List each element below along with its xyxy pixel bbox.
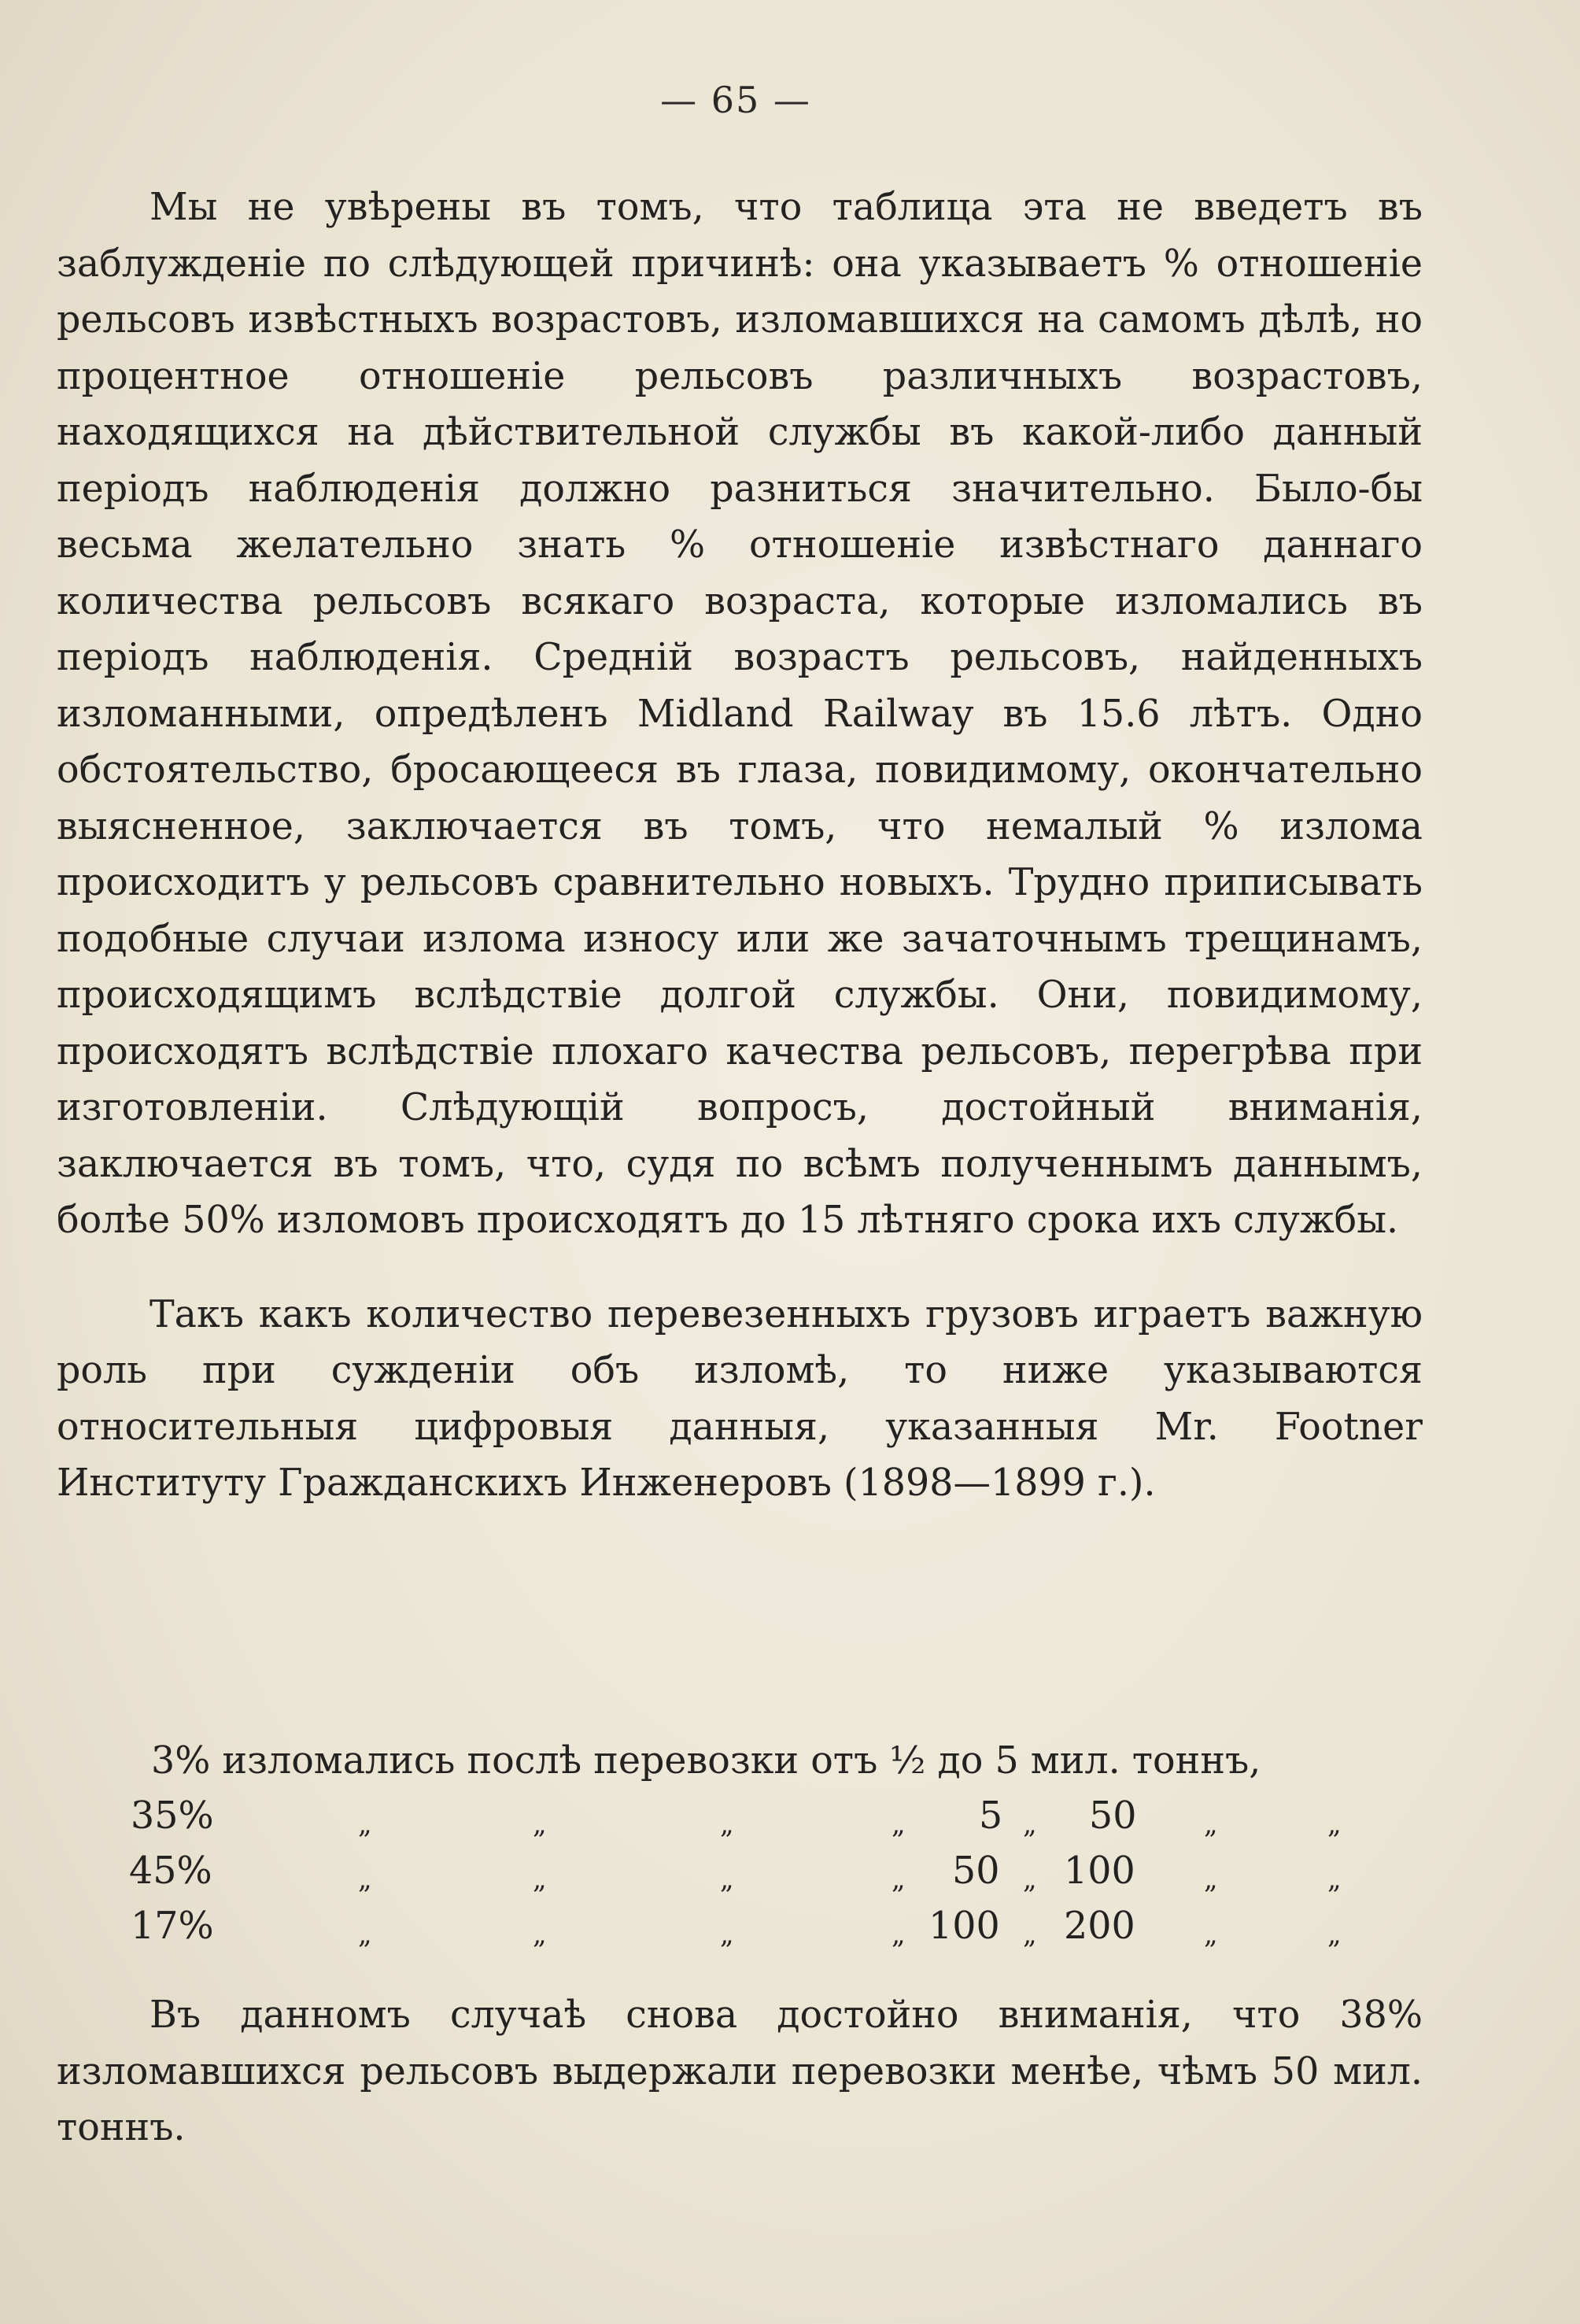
ditto-mark: „: [358, 1809, 372, 1840]
paragraph-3: Въ данномъ случаѣ снова достойно вниманія, что 38% изломавшихся рельсовъ выдержали перевозки менѣе, чѣмъ 50 мил. тоннъ.: [57, 1993, 1423, 2149]
ditto-mark: „: [892, 1809, 906, 1840]
list-row-3: [0, 1849, 1580, 1900]
main-text: [57, 179, 1423, 1512]
ditto-mark: „: [1327, 1864, 1342, 1895]
list-to-value: 200: [1064, 1905, 1135, 1948]
list-percent: 35%: [131, 1794, 214, 1838]
ditto-mark: „: [720, 1809, 734, 1840]
ditto-mark: „: [533, 1864, 547, 1895]
list-row-4: [0, 1905, 1580, 1955]
ditto-mark: „: [358, 1864, 372, 1895]
ditto-mark: „: [1204, 1809, 1218, 1840]
list-from-value: 50: [952, 1849, 1000, 1893]
ditto-mark: „: [533, 1919, 547, 1950]
list-to-value: 50: [1089, 1794, 1137, 1838]
ditto-mark: „: [1023, 1809, 1037, 1840]
ditto-mark: „: [358, 1919, 372, 1950]
list-row-2: [0, 1794, 1580, 1845]
paragraph-1: Мы не увѣрены въ томъ, что таблица эта не введетъ въ заблужденіе по слѣдующей причинѣ: она указываетъ % отношеніе рельсовъ извѣстныхъ возрастовъ, изломавшихся на самомъ дѣлѣ, но процентное отношеніе рельсовъ различныхъ возрастовъ, находящихся на дѣйствительной службы въ какой-либо данный періодъ наблюденія должно разниться значительно. Было-бы весьма желательно знать % отношеніе извѣстнаго даннаго количества рельсовъ всякаго возраста, которые изломались въ періодъ наблюденія. Средній возрастъ рельсовъ, найденныхъ изломанными, опредѣленъ Midland Railway въ 15.6 лѣтъ. Одно обстоятельство, бросающееся въ глаза, повидимому, окончательно выясненное, заключается въ томъ, что немалый % излома происходитъ у рельсовъ сравнительно новыхъ. Трудно приписывать подобные случаи излома износу или же зачаточнымъ трещинамъ, происходящимъ вслѣдствіе долгой службы. Они, повидимому, происходятъ вслѣдствіе плохаго качества рельсовъ, перегрѣва при изготовленіи. Слѣдующій вопросъ, достойный вниманія, заключается въ томъ, что, судя по всѣмъ полученнымъ даннымъ, болѣе 50% изломовъ происходятъ до 15 лѣтняго срока ихъ службы.: [57, 186, 1423, 1242]
list-from-value: 5: [979, 1794, 1003, 1838]
paragraph-2: Такъ какъ количество перевезенныхъ грузовъ играетъ важную роль при сужденіи объ изломѣ, то ниже указываются относительныя цифровыя данныя, указанныя Mr. Footner Институту Гражданскихъ Инженеровъ (1898—1899 г.).: [57, 1292, 1423, 1505]
ditto-mark: „: [892, 1864, 906, 1895]
list-row-1: [0, 1739, 1580, 1790]
ditto-mark: „: [1204, 1919, 1218, 1950]
list-first-line: 3% изломались послѣ перевозки отъ ½ до 5 мил. тоннъ,: [151, 1739, 1261, 1783]
ditto-mark: „: [720, 1864, 734, 1895]
page-number: — 65 —: [660, 79, 811, 121]
ditto-mark: „: [1327, 1919, 1342, 1950]
list-percent: 17%: [131, 1905, 214, 1948]
ditto-mark: „: [533, 1809, 547, 1840]
ditto-mark: „: [1023, 1919, 1037, 1950]
ditto-mark: „: [1327, 1809, 1342, 1840]
list-percent: 45%: [129, 1849, 212, 1893]
list-to-value: 100: [1064, 1849, 1135, 1893]
ditto-mark: „: [892, 1919, 906, 1950]
ditto-mark: „: [1023, 1864, 1037, 1895]
ditto-mark: „: [1204, 1864, 1218, 1895]
list-from-value: 100: [928, 1905, 1000, 1948]
ditto-mark: „: [720, 1919, 734, 1950]
